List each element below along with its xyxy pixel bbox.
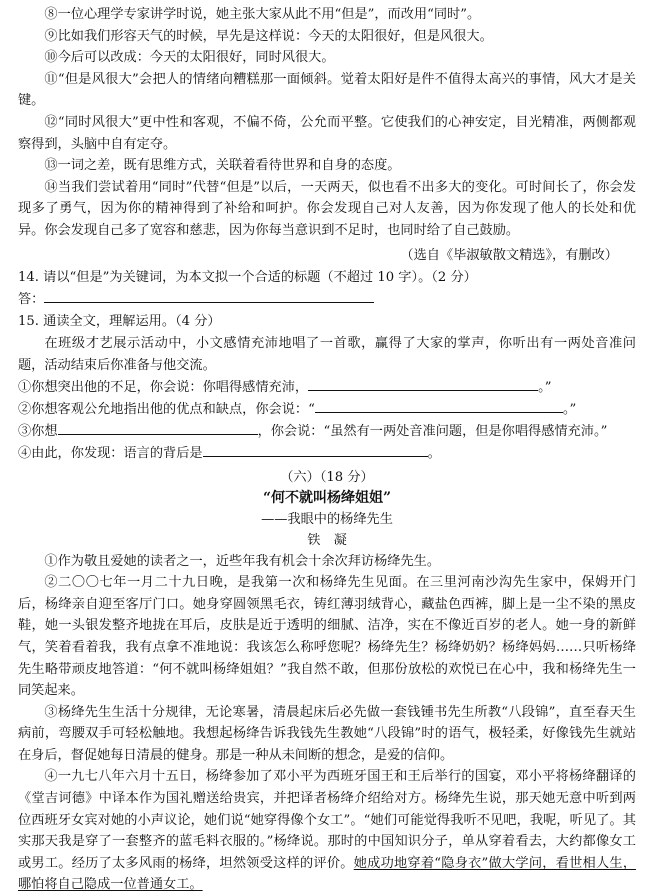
article-paragraph-4: [18, 766, 636, 896]
source-citation: （选自《毕淑敏散文精选》，有删改）: [400, 247, 618, 263]
item-1-prompt: ①你想突出他的不足，你会说：你唱得感情充沛，: [18, 379, 309, 395]
item-2-prompt: ②你想客观公允地指出他的优点和缺点，你会说：“: [18, 401, 315, 417]
answer-blank-15-2[interactable]: [315, 399, 563, 413]
passage-continuation: [18, 4, 636, 267]
question-14: [18, 267, 636, 311]
question-15-item-2: [18, 399, 636, 421]
item-3-quote: ，你会说：“虽然有一两处音准问题，但是你唱得感情充沛。”: [257, 423, 608, 439]
item-4-prompt: ④由此，你发现：语言的背后是: [18, 445, 203, 461]
article-title: “何不就叫杨绛姐姐”: [262, 489, 392, 506]
item-1-end: 。”: [538, 379, 552, 395]
article-paragraph-3: ③杨绛先生生活十分规律，无论寒暑，清晨起床后必先做一套钱锺书先生所教“八段锦”，直至春天生病前，弯腰双手可轻松触地。我想起杨绛告诉我钱先生教她“八段锦”时的语气，极轻柔，好像钱先生就站在身后，督促她每日清晨的健身。那是一种从未间断的想念，是爱的信仰。: [18, 704, 636, 763]
question-15-item-4: [18, 443, 636, 465]
paragraph-10: ⑩今后可以改成：今天的太阳很好，同时风很大。: [44, 50, 335, 66]
question-14-text: 14. 请以“但是”为关键词，为本文拟一个合适的标题（不超过 10 字）。（2 分）: [18, 269, 477, 285]
section-6: [18, 467, 636, 896]
question-15-item-1: [18, 377, 636, 399]
section-6-header: （六）（18 分）: [280, 469, 374, 485]
answer-blank-15-1[interactable]: [308, 377, 538, 391]
article-paragraph-2: ②二〇〇七年一月二十九日晚，是我第一次和杨绛先生见面。在三里河南沙沟先生家中，保姆开门后，杨绛亲自迎至客厅门口。她身穿圆领黑毛衣，铸红薄羽绒背心，藏盐色西裤，脚上是一尘不染的黑皮鞋，她一头银发整齐地拢在耳后，皮肤是近于透明的细腻、洁净，实在不像近百岁的老人。她一身的新鲜气，笑着看着我，我有点拿不准地说：我该怎么称呼您呢？杨绛先生？杨绛奶奶？杨绛妈妈……只听杨绛先生略带顽皮地答道：“何不就叫杨绛姐姐？”我自然不敢，但那份放松的欢悦已在心中，我和杨绛先生一同笑起来。: [18, 575, 636, 699]
article-author: 铁 凝: [307, 532, 347, 548]
paragraph-8: ⑧一位心理学专家讲学时说，她主张大家从此不用“但是”，而改用“同时”。: [44, 7, 481, 22]
article-paragraph-1: ①作为敬且爱她的读者之一，近些年我有机会十余次拜访杨绛先生。: [44, 553, 441, 569]
item-4-end: 。: [427, 445, 441, 461]
question-15-text: 15. 通读全文，理解运用。（4 分）: [18, 313, 221, 329]
item-2-end: 。”: [562, 401, 577, 417]
item-3-prompt: ③你想: [18, 423, 58, 439]
answer-label: 答：: [18, 291, 45, 307]
question-15: [18, 311, 636, 465]
answer-blank-15-4[interactable]: [203, 443, 428, 457]
question-14-answer-line: [18, 289, 636, 311]
answer-blank-15-3[interactable]: [58, 421, 258, 435]
paragraph-13: ⑬一词之差，既有思维方式，关联着看待世界和自身的态度。: [44, 158, 401, 174]
paragraph-14: ⑭当我们尝试着用“同时”代替“但是”以后，一天两天，似也看不出多大的变化。可时间长了，你会发现多了勇气，因为你的精神得到了补给和呵护。你会发现自己对人友善，因为你发现了他人的长处和优异。你会发现自己多了宽容和慈悲，因为你每当意识到不足时，也同时给了自己鼓励。: [18, 179, 636, 238]
paragraph-4-underlined-sentence: 她成功地穿着“隐身衣”做大学问，看世相人生，哪怕将自己隐成一位普通女工。: [18, 855, 637, 893]
paragraph-9: ⑨比如我们形容天气的时候，早先是这样说：今天的太阳很好，但是风很大。: [44, 28, 493, 44]
paragraph-12: ⑫“同时风很大”更中性和客观，不偏不倚，公允而平整。它使我们的心神安定，目光精准，两侧都观察得到，头脑中自有定夺。: [18, 114, 636, 152]
paragraph-4-text: ④一九七八年六月十五日，杨绛参加了邓小平为西班牙国王和王后举行的国宴，邓小平将杨绛翻译的《堂吉诃德》中译本作为国礼赠送给贵宾，并把译者杨绛介绍给对方。杨绛先生说，那天她无意中听到两位西班牙女宾对她的小声议论，她们说“她穿得像个女工”。“她们可能觉得我听不见吧，我呢，听见了。其实那天我是穿了一套整齐的蓝毛料衣服的。”杨绛说。那时的中国知识分子，单从穿着看去，大约都像女工或男工。经历了太多风雨的杨绛，坦然领受这样的评价。: [18, 769, 636, 871]
question-15-item-3: [18, 421, 636, 443]
paragraph-11: ⑪“但是风很大”会把人的情绪向糟糕那一面倾斜。觉着太阳好是件不值得太高兴的事情，风大才是关键。: [18, 71, 636, 109]
answer-blank-14[interactable]: [44, 289, 374, 303]
question-15-scenario: 在班级才艺展示活动中，小文感情充沛地唱了一首歌，赢得了大家的掌声，你听出有一两处音准问题，活动结束后你准备与他交流。: [18, 335, 636, 373]
article-subtitle: ——我眼中的杨绛先生: [261, 511, 393, 527]
